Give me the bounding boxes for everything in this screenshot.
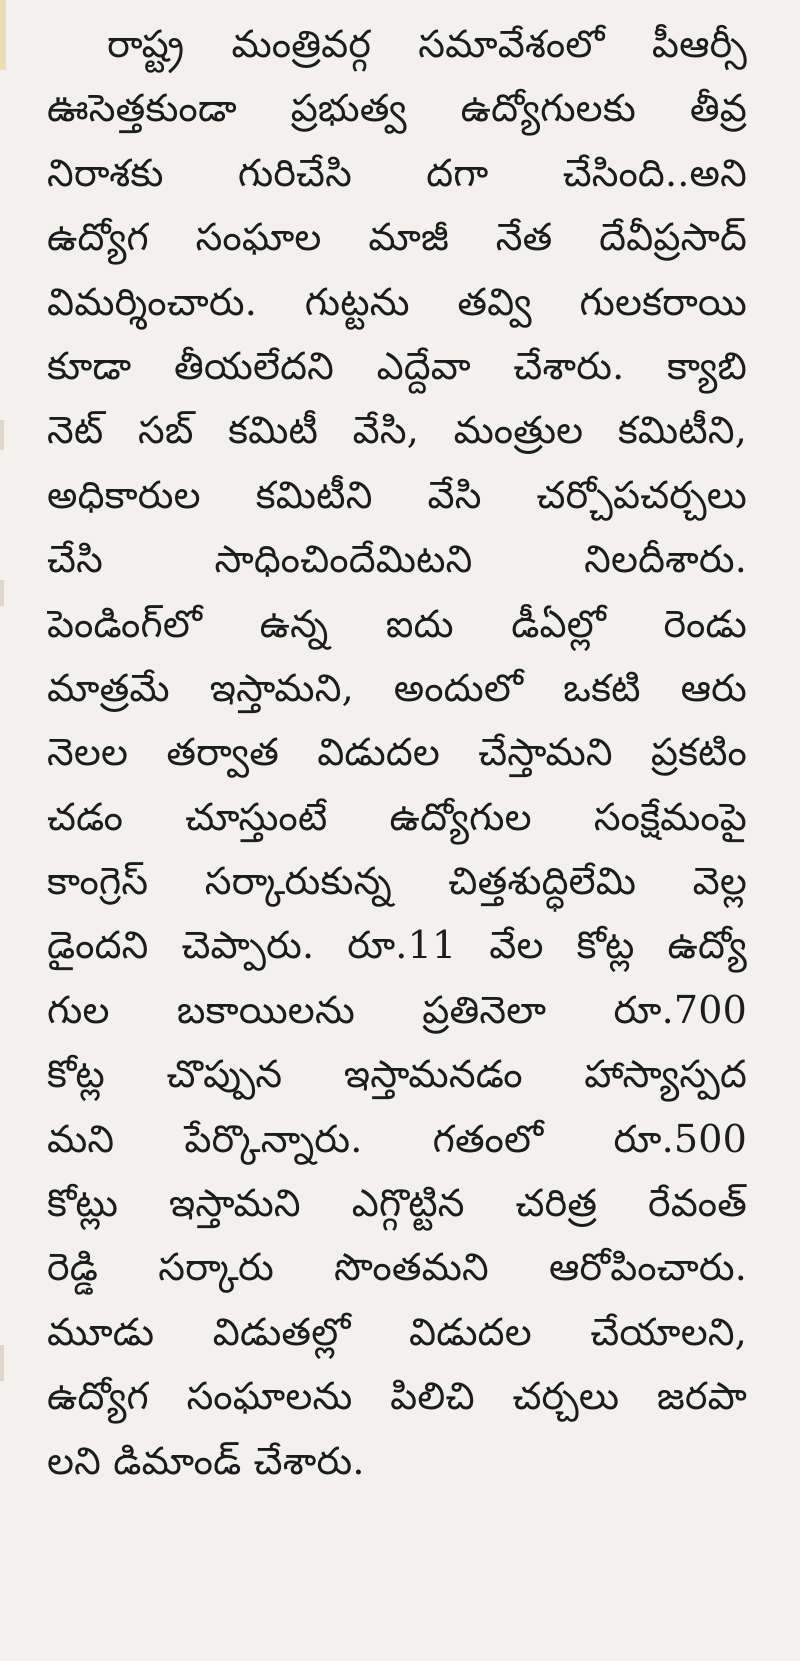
article-line: అధికారుల కమిటీని వేసి చర్చోపచర్చలు bbox=[47, 472, 747, 517]
article-line: కోట్లు ఇస్తామని ఎగ్గొట్టిన చరిత్ర రేవంత్ bbox=[47, 1181, 747, 1226]
scan-edge-mark bbox=[0, 0, 6, 70]
scan-edge-mark bbox=[0, 580, 4, 606]
article-line: నెలల తర్వాత విడుదల చేస్తామని ప్రకటిం bbox=[47, 730, 747, 775]
article-line: కాంగ్రెస్ సర్కారుకున్న చిత్తశుద్ధిలేమి వెల్ల bbox=[47, 859, 747, 904]
article-line: డైందని చెప్పారు. రూ.11 వేల కోట్ల ఉద్యో bbox=[47, 923, 747, 968]
article-line: కూడా తీయలేదని ఎద్దేవా చేశారు. క్యాబి bbox=[47, 343, 747, 388]
scan-edge-mark bbox=[0, 420, 4, 450]
article-line: విమర్శించారు. గుట్టను తవ్వి గులకరాయి bbox=[47, 279, 747, 324]
article-line: ఊసెత్తకుండా ప్రభుత్వ ఉద్యోగులకు తీవ్ర bbox=[47, 86, 747, 131]
article-line: రెడ్డి సర్కారు సొంతమని ఆరోపించారు. bbox=[47, 1245, 747, 1290]
article-line: లని డిమాండ్ చేశారు. bbox=[47, 1438, 365, 1483]
scan-edge-mark bbox=[0, 1345, 4, 1381]
article-line: మాత్రమే ఇస్తామని, అందులో ఒకటి ఆరు bbox=[47, 665, 747, 710]
article-line: చేసి సాధించిందేమిటని నిలదీశారు. bbox=[47, 537, 747, 582]
article-line: పెండింగ్‌లో ఉన్న ఐదు డీఏల్లో రెండు bbox=[47, 601, 747, 646]
article-line: ఉద్యోగ సంఘాల మాజీ నేత దేవీప్రసాద్ bbox=[47, 215, 747, 260]
article-line: మూడు విడుతల్లో విడుదల చేయాలని, bbox=[47, 1309, 747, 1354]
article-line: కోట్ల చొప్పున ఇస్తామనడం హాస్యాస్పద bbox=[47, 1052, 747, 1097]
article-line: నెట్ సబ్ కమిటీ వేసి, మంత్రుల కమిటీని, bbox=[47, 408, 747, 453]
article-line: గుల బకాయిలను ప్రతినెలా రూ.700 bbox=[47, 987, 747, 1032]
article-line: మని పేర్కొన్నారు. గతంలో రూ.500 bbox=[47, 1116, 747, 1161]
article-line: చడం చూస్తుంటే ఉద్యోగుల సంక్షేమంపై bbox=[47, 794, 747, 839]
article-line: రాష్ట్ర మంత్రివర్గ సమావేశంలో పీఆర్సీ bbox=[107, 22, 747, 66]
article-body bbox=[47, 12, 747, 1493]
article-line: ఉద్యోగ సంఘాలను పిలిచి చర్చలు జరపా bbox=[47, 1374, 747, 1419]
article-line: నిరాశకు గురిచేసి దగా చేసింది..అని bbox=[47, 150, 747, 195]
